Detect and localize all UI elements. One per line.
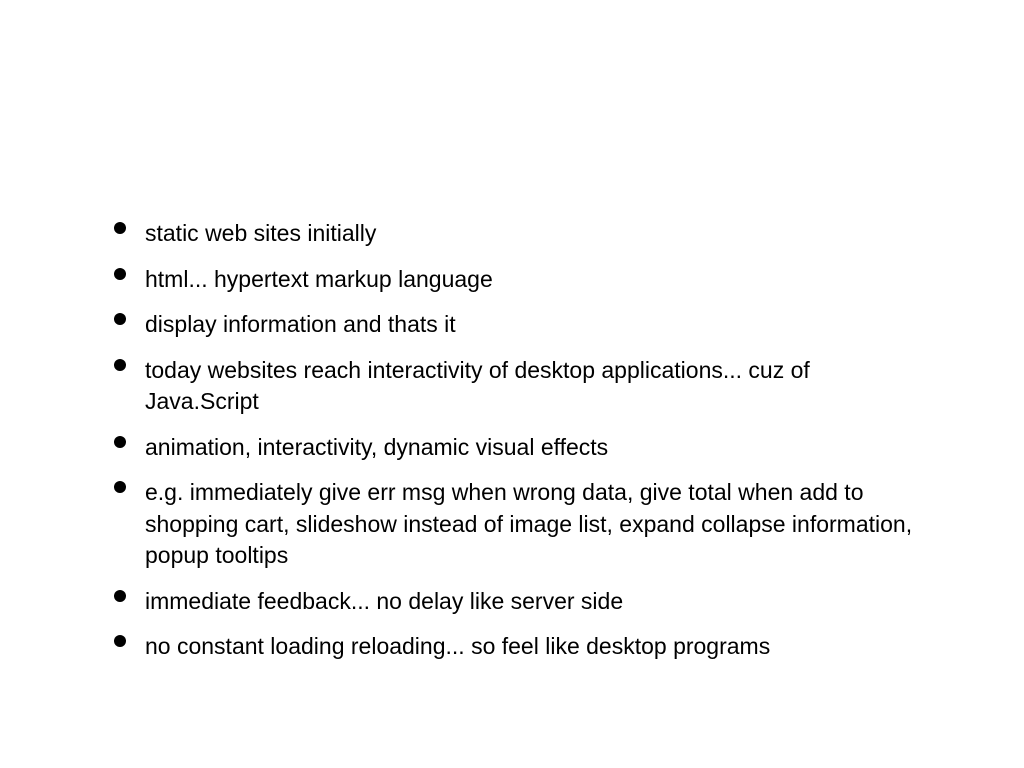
bullet-dot-icon bbox=[114, 222, 126, 234]
bullet-text: immediate feedback... no delay like server side bbox=[145, 587, 624, 614]
bullet-item bbox=[114, 477, 914, 572]
bullet-dot-icon bbox=[114, 359, 126, 371]
bullet-item bbox=[114, 631, 914, 663]
bullet-item bbox=[114, 432, 914, 464]
bullet-dot-icon bbox=[114, 268, 126, 280]
bullet-item bbox=[114, 264, 914, 296]
bullet-dot-icon bbox=[114, 436, 126, 448]
bullet-text: display information and thats it bbox=[145, 311, 456, 337]
bullet-text: no constant loading reloading... so feel like desktop programs bbox=[145, 633, 771, 659]
bullet-dot-icon bbox=[114, 590, 126, 602]
bullet-text: today websites reach interactivity of desktop applications... cuz of Java.Script bbox=[145, 356, 810, 414]
bullet-list bbox=[114, 218, 914, 677]
bullet-item bbox=[114, 586, 914, 618]
bullet-item bbox=[114, 218, 914, 250]
bullet-item bbox=[114, 309, 914, 341]
bullet-text: static web sites initially bbox=[145, 220, 377, 246]
bullet-text: html... hypertext markup language bbox=[145, 265, 493, 292]
bullet-text: animation, interactivity, dynamic visual effects bbox=[145, 433, 609, 460]
bullet-dot-icon bbox=[114, 313, 126, 325]
bullet-dot-icon bbox=[114, 481, 126, 493]
bullet-item bbox=[114, 355, 914, 418]
bullet-dot-icon bbox=[114, 635, 126, 647]
bullet-text: e.g. immediately give err msg when wrong data, give total when add to shopping cart, slideshow instead of image list, expand collapse information, popup tooltips bbox=[145, 479, 913, 568]
